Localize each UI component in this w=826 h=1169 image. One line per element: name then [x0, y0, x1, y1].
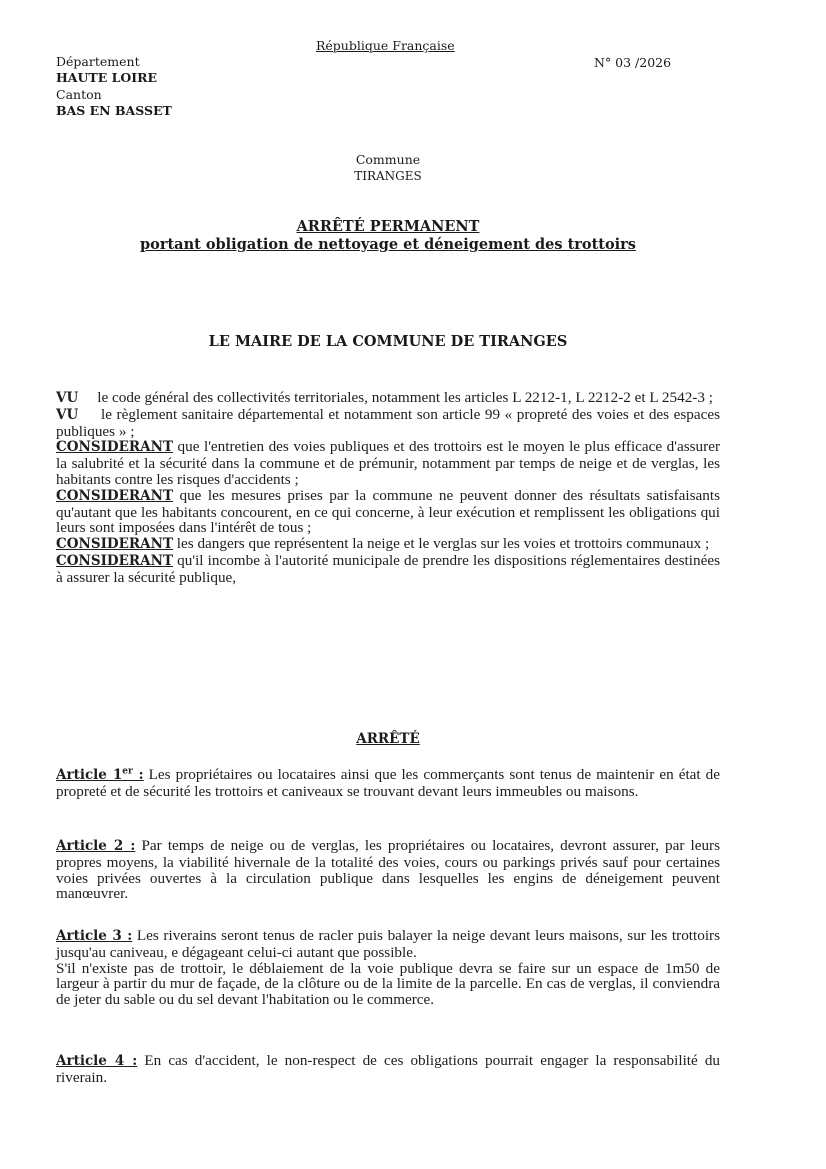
- republique-francaise: République Française: [316, 38, 455, 53]
- preamble-item: [56, 553, 720, 586]
- article-label: Article 2 :: [56, 838, 136, 854]
- preamble-item: [56, 390, 720, 407]
- preamble-item: [56, 536, 720, 553]
- preamble-text: le règlement sanitaire départemental et notamment son article 99 « propreté des voies et des espaces publiques » ;: [56, 405, 721, 440]
- preamble-keyword: CONSIDERANT: [56, 552, 173, 569]
- preamble-item: [56, 439, 720, 487]
- preamble-text: qu'il incombe à l'autorité municipale de prendre les dispositions réglementaires destinées à assurer la sécurité publique,: [56, 551, 720, 586]
- commune-label: Commune: [355, 152, 421, 167]
- arrete-number: N° 03 /2026: [594, 55, 672, 70]
- article-label: Article 4 :: [56, 1053, 138, 1069]
- departement-label: Département: [56, 54, 140, 69]
- article-text: Les propriétaires ou locataires ainsi que les commerçants sont tenus de maintenir en état de propreté et de sécurité les trottoirs et caniveaux se trouvant devant leurs immeubles ou maisons.: [56, 766, 721, 800]
- preamble-text: le code général des collectivités territoriales, notamment les articles L 2212-1, L 2212-2 et L 2542-3 ;: [97, 389, 713, 406]
- preamble-item: [56, 407, 720, 440]
- preamble-text: que les mesures prises par la commune ne peuvent donner des résultats satisfaisants qu'autant que les habitants concourent, en ce qui concerne, à leur exécution et remplissent les obligations qui leurs sont imposées dans l'intérêt de tous ;: [56, 486, 721, 537]
- article-3: [56, 928, 720, 1008]
- preamble: [56, 390, 720, 586]
- document-subtitle: portant obligation de nettoyage et déneigement des trottoirs: [140, 236, 636, 253]
- commune-value: TIRANGES: [354, 169, 422, 183]
- preamble-keyword: CONSIDERANT: [56, 439, 173, 456]
- article-label: Article 3 :: [56, 928, 133, 944]
- article-text: En cas d'accident, le non-respect de ces obligations pourrait engager la responsabilité du riverain.: [56, 1052, 721, 1086]
- preamble-text: les dangers que représentent la neige et le verglas sur les voies et trottoirs communaux ;: [176, 535, 710, 553]
- preamble-text: que l'entretien des voies publiques et des trottoirs est le moyen le plus efficace d'assurer la salubrité et la sécurité dans la commune et de prémunir, notamment par temps de neige et de verglas, les habitants contre les risques d'accidents ;: [56, 438, 721, 488]
- article-4: [56, 1053, 720, 1086]
- authority-heading: LE MAIRE DE LA COMMUNE DE TIRANGES: [208, 333, 568, 350]
- arrete-heading: ARRÊTÉ: [356, 731, 420, 747]
- preamble-keyword: VU: [56, 390, 79, 406]
- article-text: Par temps de neige ou de verglas, les propriétaires ou locataires, devront assurer, par leurs propres moyens, la viabilité hivernale de la totalité des voies, cours ou parkings privés sauf pour certaines voies privées ouvertes à la circulation publique dans lesquelles les engins de déneigement peuvent manœuvrer.: [56, 837, 721, 903]
- article-1: [56, 767, 720, 800]
- article-text-continued: S'il n'existe pas de trottoir, le déblaiement de la voie publique devra se faire sur un espace de 1m50 de largeur à partir du mur de façade, de la clôture ou de la limite de la parcelle. En cas de verglas, il conviendra de jeter du sable ou du sel devant l'habitation ou le commerce.: [56, 959, 720, 1009]
- preamble-keyword: CONSIDERANT: [56, 536, 173, 553]
- article-text: Les riverains seront tenus de racler puis balayer la neige devant leurs maisons, sur les trottoirs jusqu'au caniveau, e dégageant celui-ci autant que possible.: [56, 927, 721, 961]
- canton-value: BAS EN BASSET: [56, 103, 172, 118]
- preamble-keyword: CONSIDERANT: [56, 487, 173, 504]
- preamble-keyword: VU: [56, 406, 79, 423]
- article-2: [56, 838, 720, 902]
- document-title: ARRÊTÉ PERMANENT: [296, 218, 480, 235]
- canton-label: Canton: [56, 87, 102, 102]
- article-label: Article 1er :: [56, 766, 144, 783]
- departement-value: HAUTE LOIRE: [56, 70, 158, 85]
- preamble-item: [56, 488, 720, 536]
